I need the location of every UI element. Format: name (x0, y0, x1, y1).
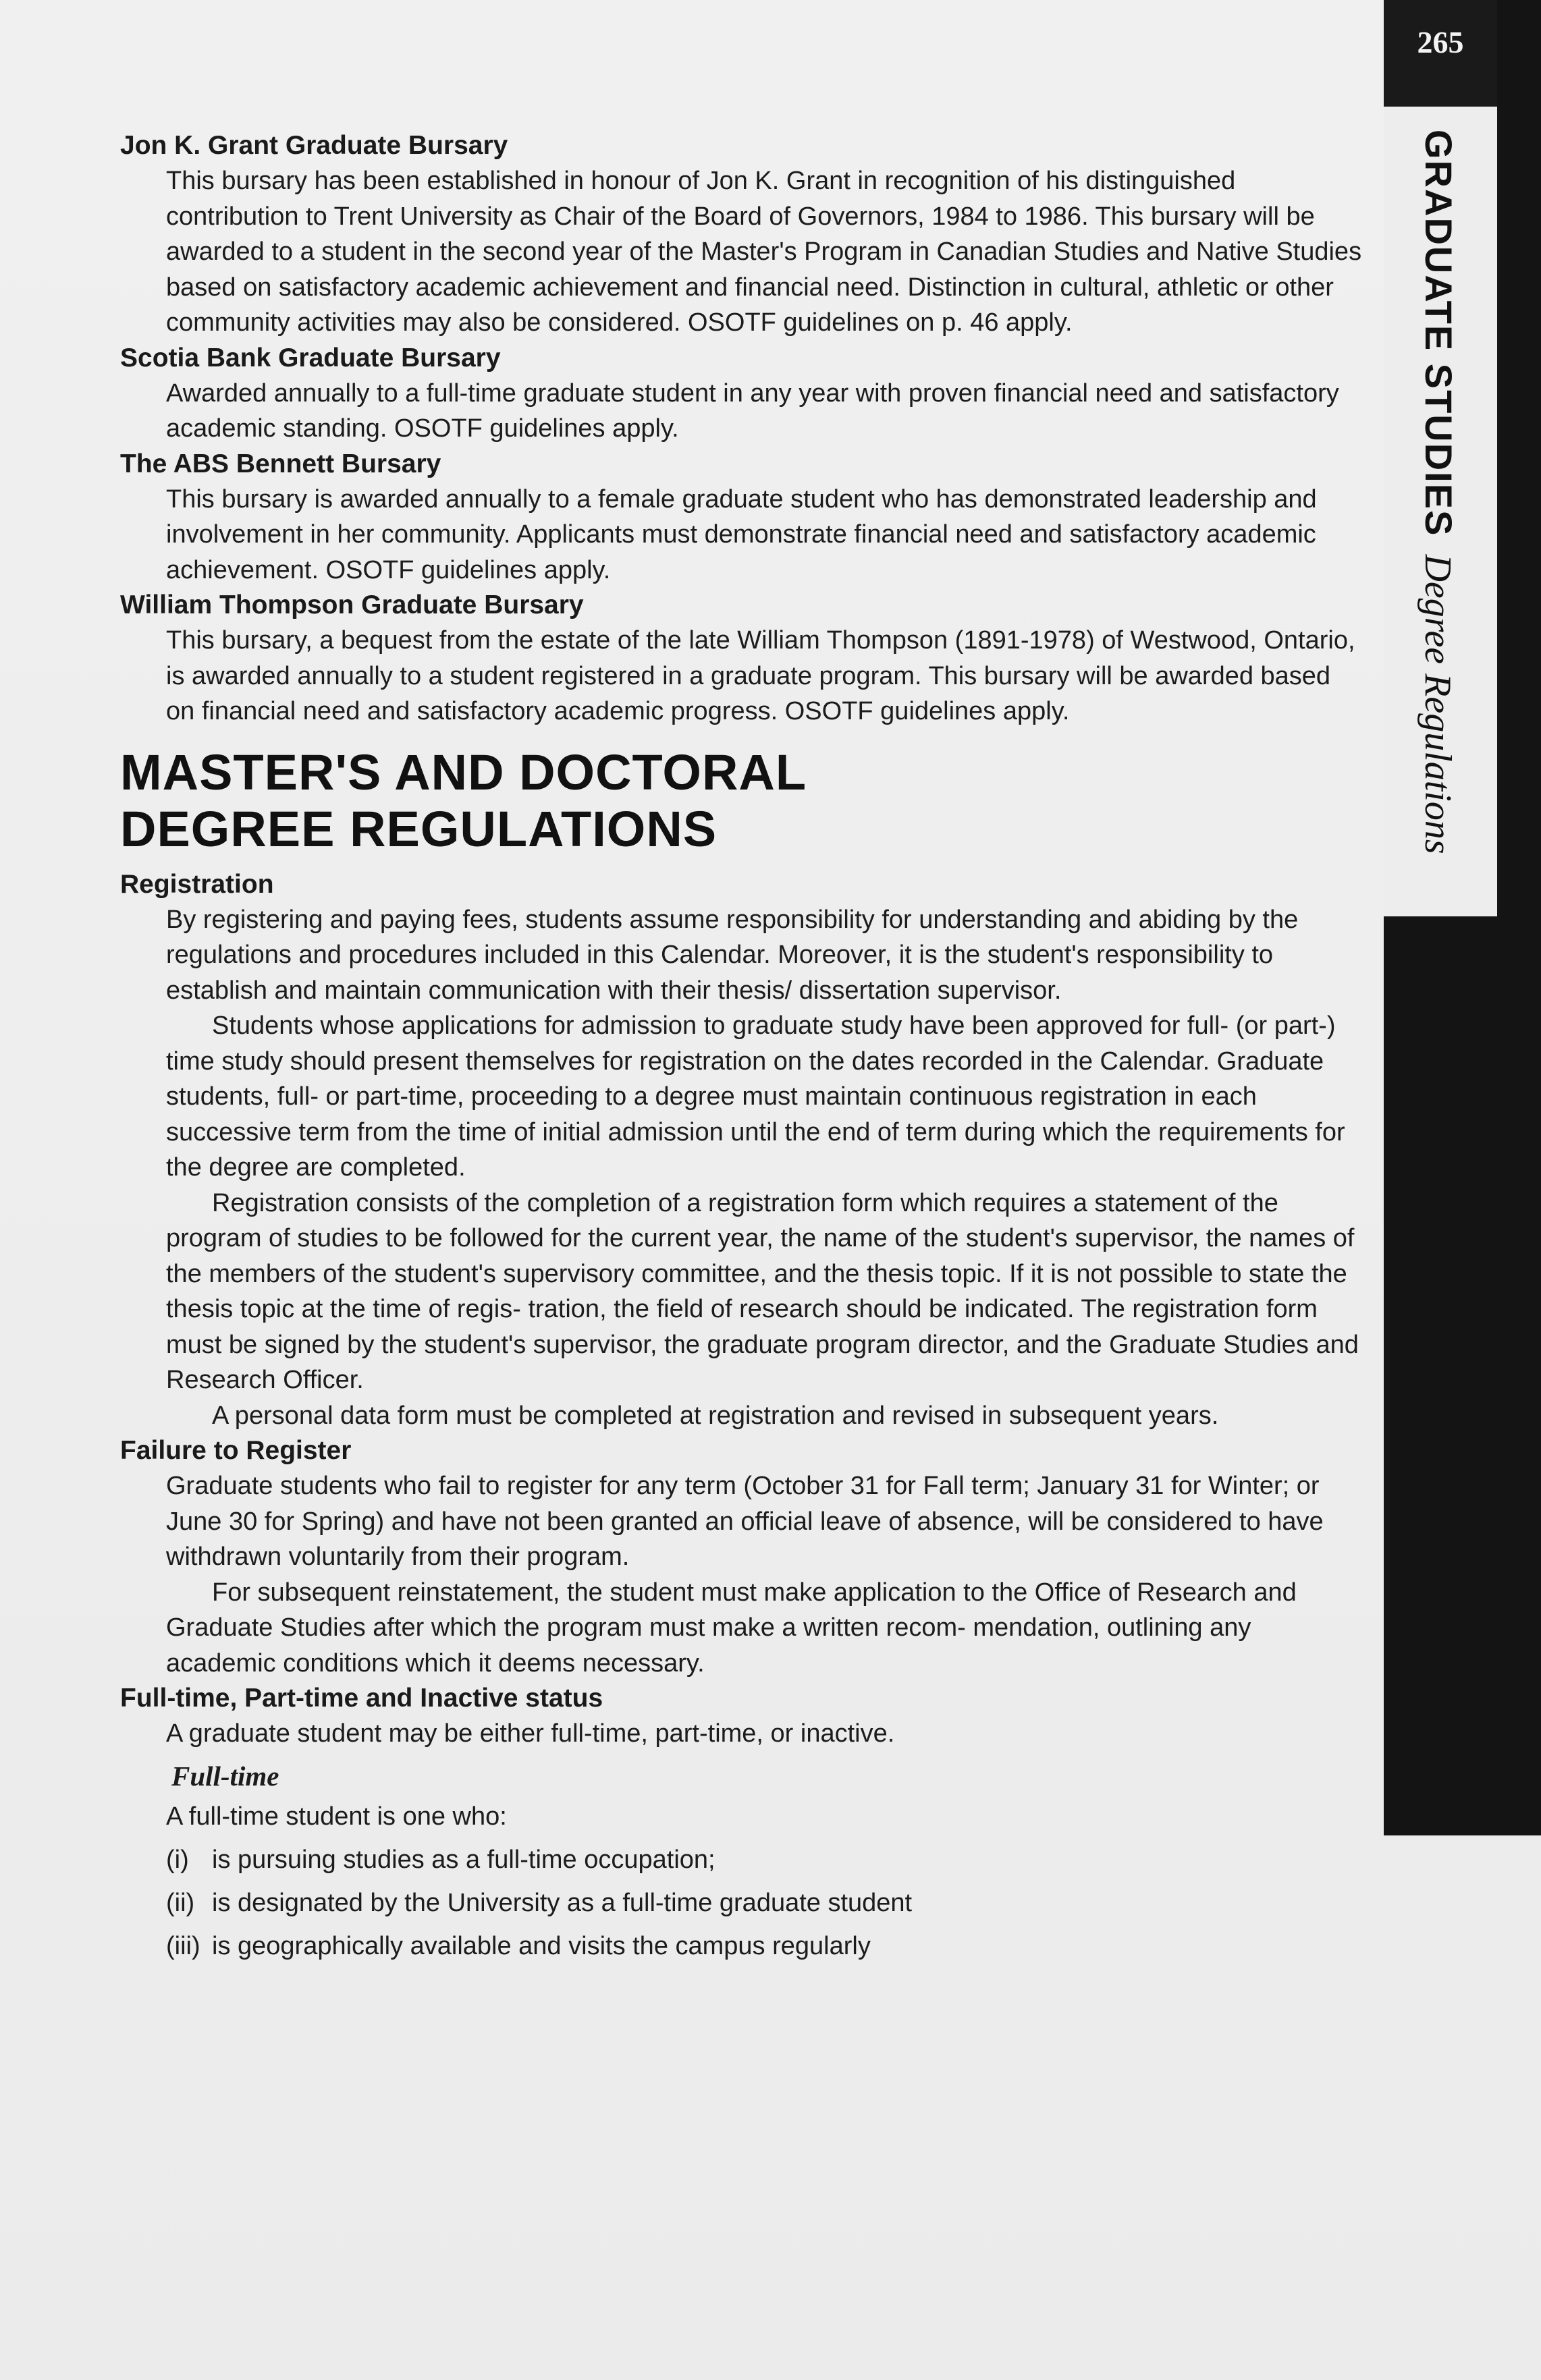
bursary-text: This bursary is awarded annually to a female graduate student who has demonstrated leadership and involvement in her community. Applicants must demonstrate financial need and satisfactory academic achievement. OSOTF guidelines apply. (166, 485, 1317, 584)
main-title (120, 744, 1362, 858)
main-title-line-2: DEGREE REGULATIONS (120, 800, 718, 857)
section-label (1408, 130, 1469, 885)
subsection-name: Degree Regulations (1417, 554, 1459, 854)
list-item-text: is geographically available and visits the campus regularly (212, 1932, 871, 1960)
main-content (120, 128, 1362, 1964)
registration-heading: Registration (120, 869, 274, 899)
list-item (166, 1842, 1362, 1877)
bursary-title: William Thompson Graduate Bursary (120, 590, 584, 619)
registration-paragraph: Registration consists of the completion of a registration form which requires a statement of the program of studies to be followed for the current year, the name of the student's supervisor, the names of the members of the student's supervisory committee, and the thesis topic. If it is not possible to state the thesis topic at the time of regis- tration, the field of research should be indicated. The registration form must be signed by the student's supervisor, the graduate program director, and the Graduate Studies and Research Officer. (166, 1188, 1359, 1394)
main-title-line-1: MASTER'S AND DOCTORAL (120, 744, 807, 800)
list-item (166, 1885, 1362, 1920)
status-intro: A graduate student may be either full-time, part-time, or inactive. (166, 1719, 895, 1748)
bursary-text: Awarded annually to a full-time graduate student in any year with proven financial need and satisfactory academic standing. OSOTF guidelines apply. (166, 379, 1339, 443)
registration-paragraph: By registering and paying fees, students assume responsibility for understanding and abiding by the regulations and procedures included in this Calendar. Moreover, it is the student's responsibility to establish and maintain communication with their thesis/ dissertation supervisor. (166, 905, 1299, 1005)
page-number: 265 (1417, 25, 1464, 59)
list-item-text: is designated by the University as a full-time graduate student (212, 1889, 913, 1917)
failure-heading: Failure to Register (120, 1436, 352, 1465)
fulltime-lead: A full-time student is one who: (166, 1802, 507, 1831)
failure-paragraph: For subsequent reinstatement, the student must make application to the Office of Research and Graduate Studies after which the program must make a written recom- mendation, outlining any academic conditions which it deems necessary. (166, 1578, 1297, 1678)
list-item-number: (ii) (166, 1889, 195, 1917)
status-heading: Full-time, Part-time and Inactive status (120, 1684, 603, 1713)
bursary-title: Scotia Bank Graduate Bursary (120, 343, 501, 372)
registration-paragraph: A personal data form must be completed at registration and revised in subsequent years. (212, 1401, 1219, 1430)
list-item (166, 1929, 1362, 1964)
bursary-text: This bursary has been established in honour of Jon K. Grant in recognition of his distinguished contribution to Trent University as Chair of the Board of Governors, 1984 to 1986. This bursary will be awarded to a student in the second year of the Master's Program in Canadian Studies and Native Studies based on satisfactory academic achievement and financial need. Distinction in cultural, athletic or other community activities may also be considered. OSOTF guidelines on p. 46 apply. (166, 167, 1362, 337)
list-item-number: (i) (166, 1846, 189, 1874)
bursary-title: Jon K. Grant Graduate Bursary (120, 131, 508, 160)
bursary-text: This bursary, a bequest from the estate of the late William Thompson (1891-1978) of Westwood, Ontario, is awarded annually to a student registered in a graduate program. This bursary will be awarded based on financial need and satisfactory academic progress. OSOTF guidelines apply. (166, 626, 1355, 725)
registration-paragraph: Students whose applications for admission to graduate study have been approved for full- (or part-) time study should present themselves for registration on the dates recorded in the Calendar. Graduate students, full- or part-time, proceeding to a degree must maintain continuous registration in each successive term from the time of initial admission until the end of term during which the requirements for the degree are completed. (166, 1012, 1345, 1182)
failure-paragraph: Graduate students who fail to register for any term (October 31 for Fall term; January 31 for Winter; or June 30 for Spring) and have not been granted an official leave of absence, will be considered to have withdrawn voluntarily from their program. (166, 1472, 1324, 1571)
section-name: GRADUATE STUDIES (1417, 130, 1460, 537)
fulltime-subheading: Full-time (171, 1760, 279, 1792)
bursary-title: The ABS Bennett Bursary (120, 449, 441, 478)
list-item-number: (iii) (166, 1932, 200, 1960)
list-item-text: is pursuing studies as a full-time occupation; (212, 1846, 715, 1874)
